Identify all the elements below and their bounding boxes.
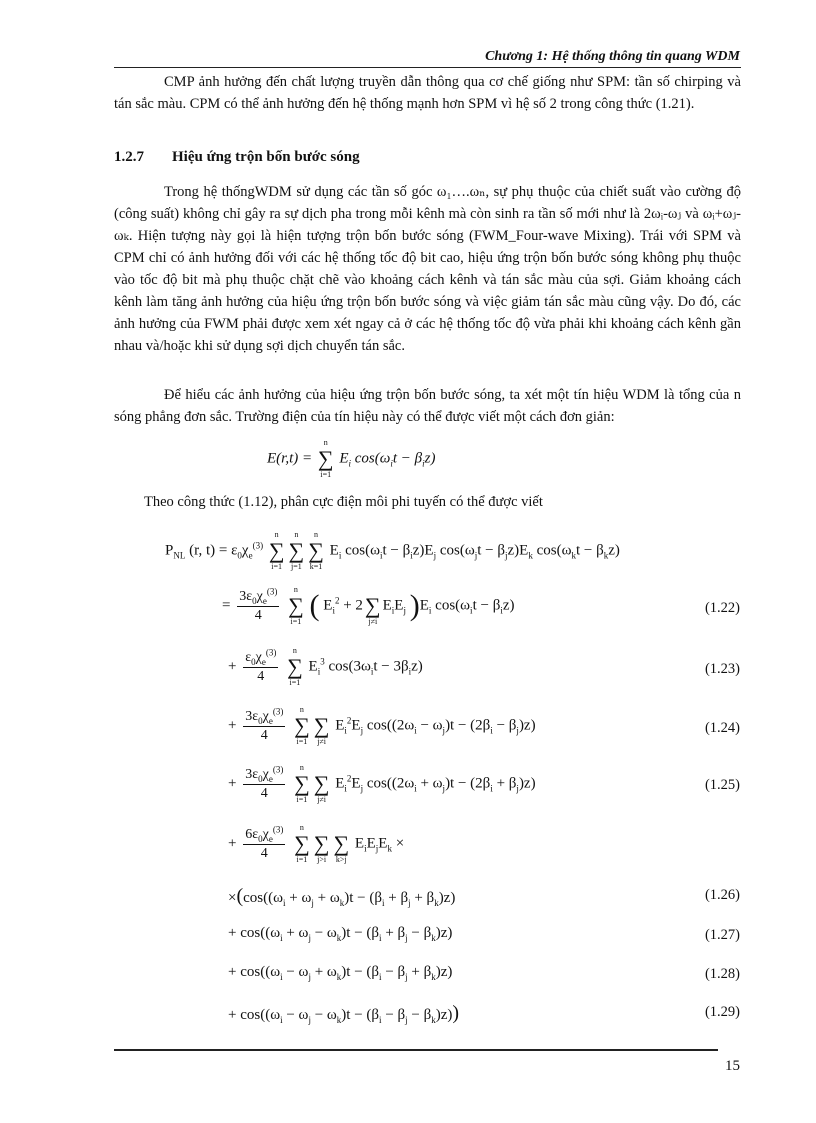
eqno-1-26: (1.26) — [704, 887, 740, 903]
eqno-1-28: (1.28) — [704, 966, 740, 982]
equation-1-23: + $\frac{\varepsilon_0\chi_e^{(3)}}{4}$ n ∑ i=1 $E_i^3$ $\cos(3\omega_it - 3\beta_iz)$ — [228, 646, 423, 687]
eqno-1-27: (1.27) — [704, 927, 740, 943]
paragraph-cpm: CMP ảnh hưởng đến chất lượng truyền dẫn thông qua cơ chế giống như SPM: tần số chirping và tán sắc màu. CPM có thể ảnh hưởng đến hệ thống mạnh hơn SPM vì hệ số 2 trong công thức (1.21). — [114, 74, 741, 112]
section-heading — [114, 149, 360, 166]
chapter-header: Chương 1: Hệ thống thông tin quang WDM — [485, 49, 740, 64]
equation-1-28: + $\cos((\omega_i - \omega_j + \omega_k)t - (\beta_i - \beta_j + \beta_k)z)$ — [228, 964, 453, 982]
equation-fwm-term: + $\frac{6\varepsilon_0\chi_e^{(3)}}{4}$ n ∑ i=1 ∑ j>i ∑ k>j $E_iE_jE_k$ × — [228, 823, 405, 864]
eqno-1-29: (1.29) — [704, 1004, 740, 1020]
footer-rule — [114, 1049, 718, 1051]
equation-1-25: + $\frac{3\varepsilon_0\chi_e^{(3)}}{4}$ n ∑ i=1 ∑ j≠i $E_i^2E_j$ $\cos((2\omega_i + \omega_j)t - (2\beta_i + \beta_j)z)$ — [228, 763, 536, 804]
section-title: Hiệu ứng trộn bốn bước sóng — [172, 149, 360, 165]
equation-1-24: + $\frac{3\varepsilon_0\chi_e^{(3)}}{4}$ n ∑ i=1 ∑ j≠i $E_i^2E_j$ $\cos((2\omega_i - \omega_j)t - (2\beta_i - \beta_j)z)$ — [228, 705, 536, 746]
eqno-1-22: (1.22) — [704, 600, 740, 616]
equation-1-26: $\times(\cos((\omega_i + \omega_j + \omega_k)t - (\beta_i + \beta_j + \beta_k)z)$ — [228, 885, 456, 908]
paragraph-polarization: Theo công thức (1.12), phân cực điện môi phi tuyến có thể được viết — [144, 494, 543, 510]
section-number: 1.2.7 — [114, 149, 144, 165]
equation-field: E(r,t) = n ∑ i=1 $E_i$ $\cos(\omega_it - \beta_iz)$ — [267, 438, 436, 479]
equation-1-29: + $\cos((\omega_i - \omega_j - \omega_k)t - (\beta_i - \beta_j - \beta_k)z)$) — [228, 1002, 460, 1025]
eqno-1-25: (1.25) — [704, 777, 740, 793]
eqno-1-24: (1.24) — [704, 720, 740, 736]
paragraph-fwm-intro: Trong hệ thốngWDM sử dụng các tần số góc ω₁….ωₙ, sự phụ thuộc của chiết suất vào cường độ (công suất) không chỉ gây ra sự dịch pha trong mỗi kênh mà còn sinh ra tần số mới như là 2ωᵢ-ωⱼ và ωᵢ+ωⱼ-ωₖ. Hiện tượng này gọi là hiện tượng trộn bốn bước sóng (FWM_Four-wave Mixing). Trái với SPM và CPM chỉ có ảnh hưởng đối với các hệ thống tốc độ bit cao, hiệu ứng trộn bốn bước sóng không phụ thuộc vào tốc độ bit mà phụ thuộc chặt chẽ vào khoảng cách kênh và tán sắc màu của sợi. Giảm khoảng cách kênh làm tăng ảnh hưởng của hiệu ứng trộn bốn bước sóng và việc giảm tán sắc màu cũng vậy. Do đó, các ảnh hưởng của FWM phải được xem xét ngay cả ở các hệ thống tốc độ vừa phải khi khoảng cách kênh gần nhau và/hoặc khi sử dụng sợi dịch chuyển tán sắc. — [114, 184, 741, 354]
page-number: 15 — [725, 1058, 740, 1074]
equation-1-27: + $\cos((\omega_i + \omega_j - \omega_k)t - (\beta_i + \beta_j - \beta_k)z)$ — [228, 925, 453, 943]
eqno-1-23: (1.23) — [704, 661, 740, 677]
header-rule — [114, 67, 741, 68]
equation-pnl: $P_{NL}$ (r, $t) = \varepsilon_0\chi_e^{(3)}$ n ∑ i=1 n ∑ j=1 n ∑ k=1 $E_i$ $\cos(\omega_it - \beta_iz)E_j$ $\cos(\omega_jt - \beta_jz)E_k$ $\cos(\omega_kt - \beta_kz)$ — [165, 530, 620, 571]
equation-1-22: = $\frac{3\varepsilon_0\chi_e^{(3)}}{4}$ n ∑ i=1 ( $E_i^2 + 2$ ∑ j≠i $E_iE_j$ )$E_i$ $\cos(\omega_it - \beta_iz)$ — [222, 585, 515, 626]
paragraph-wdm-signal: Để hiểu các ảnh hưởng của hiệu ứng trộn bốn bước sóng, ta xét một tín hiệu WDM là tổng của n sóng phẳng đơn sắc. Trường điện của tín hiệu này có thể được viết một cách đơn giản: — [114, 387, 741, 425]
